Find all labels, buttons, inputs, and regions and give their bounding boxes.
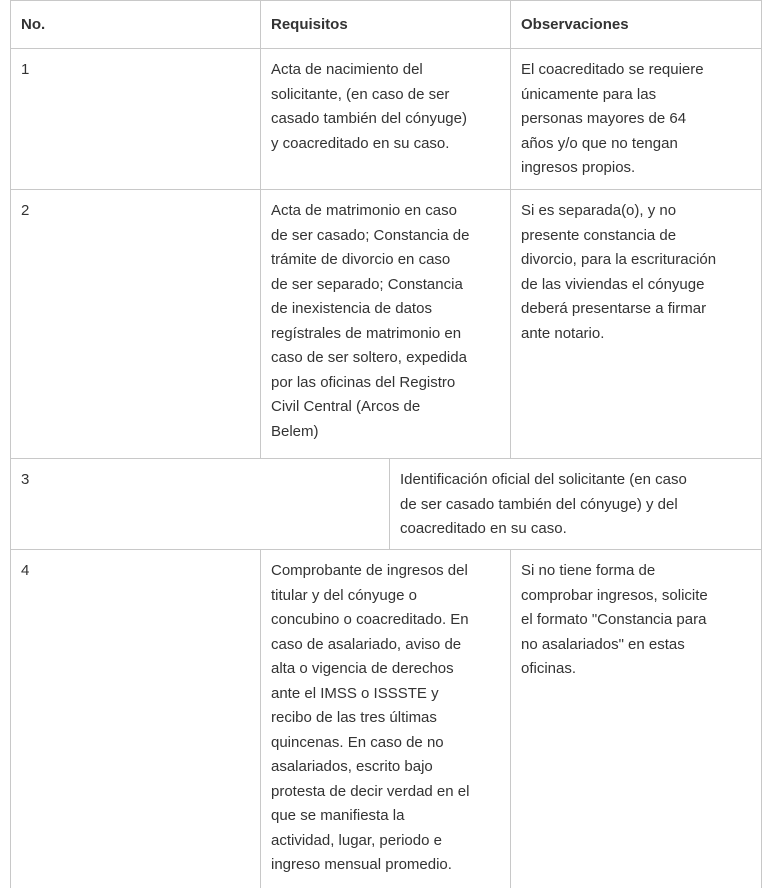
header-no-label: No.: [21, 16, 46, 33]
requisitos-line: alta o vigencia de derechos: [271, 660, 454, 677]
header-observaciones: [510, 0, 762, 48]
cell-requisitos: [260, 189, 510, 458]
observaciones-line: deberá presentarse a firmar: [521, 300, 707, 317]
requisitos-line: de ser casado; Constancia de: [271, 226, 470, 244]
observaciones-line: de las viviendas el cónyuge: [521, 275, 705, 293]
requisitos-line: Acta de matrimonio en caso: [271, 202, 457, 219]
row-number: 1: [21, 61, 30, 78]
observaciones-line: años y/o que no tengan: [521, 134, 678, 152]
observaciones-line: divorcio, para la escrituración: [521, 251, 717, 268]
requisitos-line: que se manifiesta la: [271, 807, 405, 824]
requisitos-line: caso de ser soltero, expedida: [271, 349, 467, 366]
requisitos-line: concubino o coacreditado. En: [271, 611, 469, 628]
observaciones-line: El coacreditado se requiere: [521, 61, 704, 78]
cell-requisitos: [260, 48, 510, 189]
row-number: 2: [21, 202, 30, 219]
cell-observaciones: [510, 48, 762, 189]
requisitos-line: y coacreditado en su caso.: [271, 134, 450, 152]
cell-no: [10, 189, 260, 458]
observaciones-line: comprobar ingresos, solicite: [521, 586, 708, 604]
requisitos-line: actividad, lugar, periodo e: [271, 831, 442, 849]
requisitos-line: por las oficinas del Registro: [271, 373, 456, 391]
requisitos-line: de ser casado también del cónyuge) y del: [400, 495, 678, 513]
observaciones-line: oficinas.: [521, 660, 577, 677]
requisitos-line: Belem): [271, 422, 319, 440]
observaciones-line: el formato "Constancia para: [521, 611, 707, 628]
observaciones-line: Si es separada(o), y no: [521, 202, 677, 219]
requisitos-line: Identificación oficial del solicitante (en caso: [400, 471, 687, 488]
observaciones-line: Si no tiene forma de: [521, 562, 656, 579]
requisitos-line: de ser separado; Constancia: [271, 275, 463, 293]
header-requisitos: [260, 0, 510, 48]
requisitos-line: titular y del cónyuge o: [271, 586, 417, 604]
requisitos-line: trámite de divorcio en caso: [271, 251, 451, 268]
cell-observaciones: [510, 549, 762, 888]
cell-no: [10, 48, 260, 189]
requisitos-line: Acta de nacimiento del: [271, 61, 423, 78]
requisitos-line: Civil Central (Arcos de: [271, 398, 421, 415]
observaciones-line: no asalariados" en estas: [521, 635, 685, 653]
requisitos-line: quincenas. En caso de no: [271, 733, 444, 751]
observaciones-line: personas mayores de 64: [521, 110, 687, 127]
requisitos-line: solicitante, (en caso de ser: [271, 85, 450, 103]
requisitos-line: coacreditado en su caso.: [400, 520, 567, 537]
row-number: 4: [21, 562, 30, 579]
observaciones-line: ante notario.: [521, 324, 605, 342]
observaciones-line: presente constancia de: [521, 226, 677, 244]
cell-requisitos: [260, 549, 510, 888]
requisitos-line: ingreso mensual promedio.: [271, 856, 452, 873]
cell-no: [10, 458, 389, 549]
cell-no: [10, 549, 260, 888]
table-header-row: [10, 0, 762, 48]
table-row: [10, 549, 762, 888]
requisitos-line: ante el IMSS o ISSSTE y: [271, 684, 439, 702]
requisitos-line: recibo de las tres últimas: [271, 709, 437, 726]
requisitos-line: regístrales de matrimonio en: [271, 324, 462, 342]
header-no: [10, 0, 260, 48]
requisitos-line: caso de asalariado, aviso de: [271, 635, 462, 653]
cell-requisitos-wide: [389, 458, 762, 549]
observaciones-line: únicamente para las: [521, 85, 657, 103]
requisitos-line: casado también del cónyuge): [271, 110, 467, 127]
table-row: [10, 189, 762, 458]
requisitos-line: protesta de decir verdad en el: [271, 782, 470, 800]
header-observaciones-label: Observaciones: [521, 16, 629, 33]
requisitos-line: Comprobante de ingresos del: [271, 562, 468, 579]
row-number: 3: [21, 471, 30, 488]
observaciones-line: ingresos propios.: [521, 159, 636, 176]
requisitos-line: asalariados, escrito bajo: [271, 758, 433, 775]
table-row: [10, 458, 762, 549]
cell-observaciones: [510, 189, 762, 458]
header-requisitos-label: Requisitos: [271, 16, 348, 33]
table-row: [10, 48, 762, 189]
requisitos-line: de inexistencia de datos: [271, 300, 432, 317]
